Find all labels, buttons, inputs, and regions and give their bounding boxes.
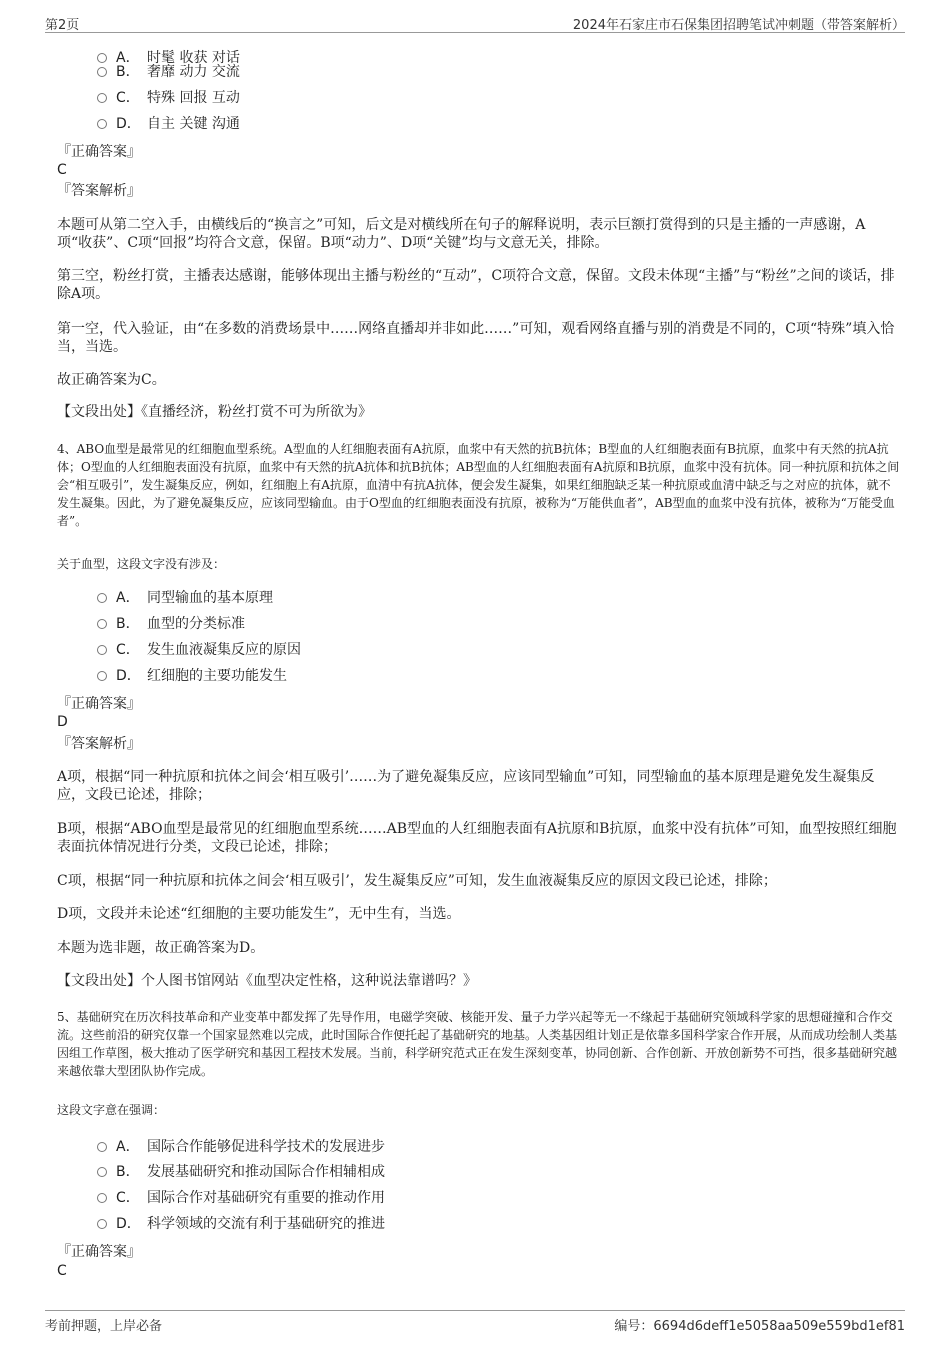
radio-icon[interactable] bbox=[97, 619, 107, 629]
option-text: 科学领域的交流有利于基础研究的推进 bbox=[147, 1216, 385, 1232]
q4-source: 【文段出处】个人图书馆网站《血型决定性格，这种说法靠谱吗？》 bbox=[57, 973, 477, 989]
option-text: 国际合作能够促进科学技术的发展进步 bbox=[147, 1139, 385, 1155]
radio-icon[interactable] bbox=[97, 1167, 107, 1177]
page-footer bbox=[45, 1310, 905, 1334]
q4-stem: 4、ABO血型是最常见的红细胞血型系统。A型血的人红细胞表面有A抗原，血浆中有天然的抗B抗体；B型血的人红细胞表面有B抗原，血浆中有天然的抗A抗体；O型血的人红细胞表面没有抗原，血浆中有天然的抗A抗体和抗B抗体；AB型血的人红细胞表面有A抗原和B抗原，血浆中没有抗体。同一种抗原和抗体之间会“相互吸引”，发生凝集反应，例如，红细胞上有A抗原，血清中有抗A抗体，便会发生凝集，如果红细胞缺乏某一种抗原或血清中缺乏与之对应的抗体，就不发生凝集。因此，为了避免凝集反应，应该同型输血。由于O型血的红细胞表面没有抗原，被称为“万能供血者”，AB型血的血浆中没有抗体，被称为“万能受血者”。 bbox=[57, 442, 900, 528]
option-letter: C． bbox=[116, 642, 140, 658]
radio-icon[interactable] bbox=[97, 645, 107, 655]
q4-option-a[interactable] bbox=[97, 589, 273, 607]
document-code: 编号：6694d6deff1e5058aa509e559bd1ef81 bbox=[614, 1319, 905, 1334]
q5-question: 这段文字意在强调： bbox=[57, 1103, 166, 1117]
option-text: 发展基础研究和推动国际合作相辅相成 bbox=[147, 1164, 385, 1180]
option-text: 同型输血的基本原理 bbox=[147, 590, 273, 606]
q4-analysis-label: 『答案解析』 bbox=[57, 736, 141, 752]
q3-source: 【文段出处】《直播经济，粉丝打赏不可为所欲为》 bbox=[57, 404, 372, 420]
q4-analysis-paragraph: D项，文段并未论述“红细胞的主要功能发生”，无中生有，当选。 bbox=[57, 906, 461, 922]
option-letter: A． bbox=[116, 50, 140, 66]
option-text: 奢靡 动力 交流 bbox=[147, 64, 240, 80]
q3-option-b[interactable] bbox=[97, 63, 240, 81]
q4-answer-label: 『正确答案』 bbox=[57, 696, 141, 712]
q4-option-b[interactable] bbox=[97, 615, 245, 633]
q4-question: 关于血型，这段文字没有涉及： bbox=[57, 557, 226, 571]
option-text: 血型的分类标准 bbox=[147, 616, 245, 632]
option-letter: D． bbox=[116, 116, 141, 132]
q5-answer-label: 『正确答案』 bbox=[57, 1244, 141, 1260]
radio-icon[interactable] bbox=[97, 593, 107, 603]
option-text: 时髦 收获 对话 bbox=[147, 50, 240, 66]
page-header bbox=[45, 14, 905, 33]
q5-option-b[interactable] bbox=[97, 1163, 385, 1181]
option-letter: D． bbox=[116, 668, 141, 684]
option-letter: B． bbox=[116, 1164, 140, 1180]
footer-slogan: 考前押题，上岸必备 bbox=[45, 1319, 163, 1334]
q4-option-c[interactable] bbox=[97, 641, 301, 659]
q3-analysis-paragraph: 本题可从第二空入手，由横线后的“换言之”可知，后文是对横线所在句子的解释说明，表示巨额打赏得到的只是主播的一声感谢，A项“收获”、C项“回报”均符合文意，保留。B项“动力”、D项“关键”均与文意无关，排除。 bbox=[57, 217, 866, 251]
q4-option-d[interactable] bbox=[97, 667, 287, 685]
q4-answer: D bbox=[57, 714, 68, 730]
q4-analysis-paragraph: 本题为选非题，故正确答案为D。 bbox=[57, 940, 265, 956]
option-text: 红细胞的主要功能发生 bbox=[147, 668, 287, 684]
radio-icon[interactable] bbox=[97, 93, 107, 103]
q3-option-d[interactable] bbox=[97, 115, 240, 133]
q4-analysis-paragraph: B项，根据“ABO血型是最常见的红细胞血型系统……AB型血的人红细胞表面有A抗原和B抗原，血浆中没有抗体”可知，血型按照红细胞表面抗体情况进行分类，文段已论述，排除； bbox=[57, 821, 897, 855]
radio-icon[interactable] bbox=[97, 119, 107, 129]
option-letter: D． bbox=[116, 1216, 141, 1232]
q5-stem: 5、基础研究在历次科技革命和产业变革中都发挥了先导作用，电磁学突破、核能开发、量子力学兴起等无一不缘起于基础研究领域科学家的思想碰撞和合作交流。这些前沿的研究仅靠一个国家显然难以完成，此时国际合作便托起了基础研究的地基。人类基因组计划正是依靠多国科学家合作开展，从而成功绘制人类基因组工作草图，极大推动了医学研究和基因工程技术发展。当前，科学研究范式正在发生深刻变革，协同创新、合作创新、开放创新势不可挡，很多基础研究越来越依靠大型团队协作完成。 bbox=[57, 1010, 898, 1078]
q3-analysis-paragraph: 第一空，代入验证，由“在多数的消费场景中……网络直播却并非如此……”可知，观看网络直播与别的消费是不同的，C项“特殊”填入恰当，当选。 bbox=[57, 321, 895, 355]
q5-answer: C bbox=[57, 1263, 67, 1279]
document-title: 2024年石家庄市石保集团招聘笔试冲刺题（带答案解析） bbox=[572, 18, 905, 33]
page-number: 第2页 bbox=[45, 18, 80, 33]
q3-option-c[interactable] bbox=[97, 89, 240, 107]
q5-option-c[interactable] bbox=[97, 1189, 385, 1207]
option-letter: B． bbox=[116, 616, 140, 632]
radio-icon[interactable] bbox=[97, 53, 107, 63]
option-letter: A． bbox=[116, 590, 140, 606]
q3-answer: C bbox=[57, 162, 67, 178]
q4-analysis-paragraph: A项，根据“同一种抗原和抗体之间会‘相互吸引’……为了避免凝集反应，应该同型输血”可知，同型输血的基本原理是避免发生凝集反应，文段已论述，排除； bbox=[57, 769, 875, 803]
q4-analysis-paragraph: C项，根据“同一种抗原和抗体之间会‘相互吸引’，发生凝集反应”可知，发生血液凝集反应的原因文段已论述，排除； bbox=[57, 873, 777, 889]
radio-icon[interactable] bbox=[97, 1219, 107, 1229]
radio-icon[interactable] bbox=[97, 67, 107, 77]
option-text: 自主 关键 沟通 bbox=[147, 116, 240, 132]
q3-analysis-paragraph: 故正确答案为C。 bbox=[57, 372, 166, 388]
option-text: 发生血液凝集反应的原因 bbox=[147, 642, 301, 658]
q3-analysis-paragraph: 第三空，粉丝打赏，主播表达感谢，能够体现出主播与粉丝的“互动”，C项符合文意，保留。文段未体现“主播”与“粉丝”之间的谈话，排除A项。 bbox=[57, 268, 895, 302]
q3-answer-label: 『正确答案』 bbox=[57, 144, 141, 160]
radio-icon[interactable] bbox=[97, 1193, 107, 1203]
q5-option-a[interactable] bbox=[97, 1138, 385, 1156]
option-letter: C． bbox=[116, 90, 140, 106]
option-letter: A． bbox=[116, 1139, 140, 1155]
option-letter: B． bbox=[116, 64, 140, 80]
radio-icon[interactable] bbox=[97, 1142, 107, 1152]
q3-analysis-label: 『答案解析』 bbox=[57, 183, 141, 199]
option-text: 国际合作对基础研究有重要的推动作用 bbox=[147, 1190, 385, 1206]
radio-icon[interactable] bbox=[97, 671, 107, 681]
q5-option-d[interactable] bbox=[97, 1215, 385, 1233]
option-letter: C． bbox=[116, 1190, 140, 1206]
option-text: 特殊 回报 互动 bbox=[147, 90, 240, 106]
